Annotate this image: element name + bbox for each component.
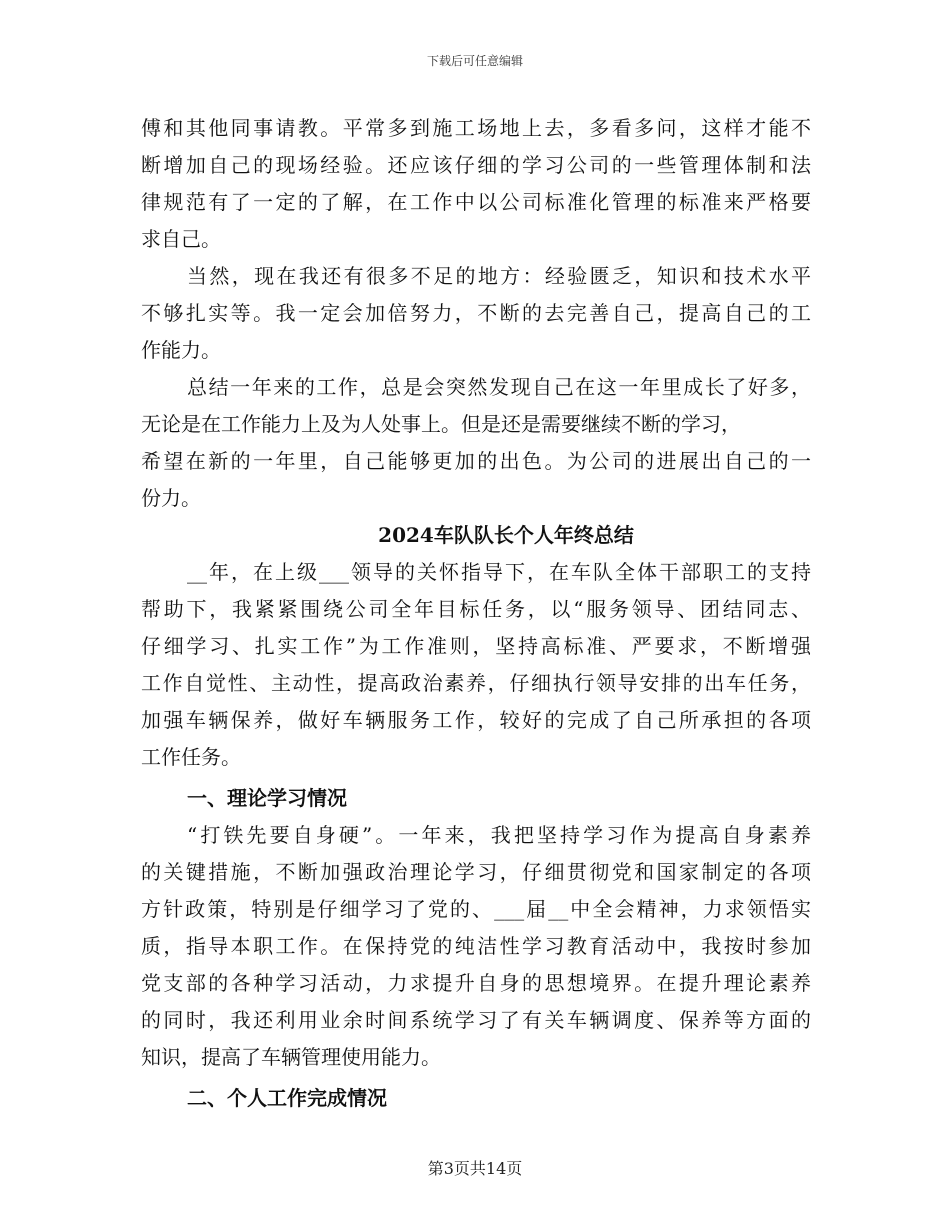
text-line: “打铁先要自身硬”。一年来，我把坚持学习作为提高自身素养: [187, 823, 811, 847]
text-line: 不够扎实等。我一定会加倍努力，不断的去完善自己，提高自己的工: [141, 301, 811, 325]
paragraph-theory-study: [141, 817, 811, 1076]
text-line: __年，在上级___领导的关怀指导下，在车队全体干部职工的支持: [187, 560, 811, 584]
text-line: 希望在新的一年里，自己能够更加的出色。为公司的进展出自己的一: [141, 449, 811, 473]
text-line: 的关键措施，不断加强政治理论学习，仔细贯彻党和国家制定的各项: [141, 860, 811, 884]
text-line: 无论是在工作能力上及为人处事上。但是还是需要继续不断的学习，: [141, 412, 741, 436]
text-line: 总结一年来的工作，总是会突然发现自己在这一年里成长了好多，: [187, 375, 811, 399]
text-line: 加强车辆保养，做好车辆服务工作，较好的完成了自己所承担的各项: [141, 708, 811, 732]
text-line: 作能力。: [141, 338, 221, 362]
text-line: 的同时，我还利用业余时间系统学习了有关车辆调度、保养等方面的: [141, 1008, 811, 1032]
paragraph-intro: [141, 110, 811, 258]
text-line: 质，指导本职工作。在保持党的纯洁性学习教育活动中，我按时参加: [141, 934, 811, 958]
page-header: 下载后可任意编辑: [426, 54, 523, 68]
text-line: 份力。: [141, 486, 201, 510]
text-line: 帮助下，我紧紧围绕公司全年目标任务，以“服务领导、团结同志、: [141, 597, 811, 621]
text-line: 工作自觉性、主动性，提高政治素养，仔细执行领导安排的出车任务，: [141, 671, 811, 695]
text-line: 求自己。: [141, 227, 221, 251]
text-line: 工作任务。: [141, 745, 241, 769]
text-line: 傅和其他同事请教。平常多到施工场地上去，多看多问，这样才能不: [141, 116, 811, 140]
paragraph-shortcomings: [141, 258, 811, 369]
document-body: [141, 110, 811, 1117]
page-footer: 第3页共14页: [427, 1159, 523, 1178]
paragraph-summary: [141, 369, 811, 517]
paragraph-overview: [141, 554, 811, 776]
section-heading-work: 二、个人工作完成情况: [187, 1086, 387, 1110]
text-line: 断增加自己的现场经验。还应该仔细的学习公司的一些管理体制和法: [141, 153, 811, 177]
text-line: 知识，提高了车辆管理使用能力。: [141, 1045, 441, 1069]
text-line: 党支部的各种学习活动，力求提升自身的思想境界。在提升理论素养: [141, 971, 811, 995]
text-line: 方针政策，特别是仔细学习了党的、___届__中全会精神，力求领悟实: [141, 897, 811, 921]
text-line: 律规范有了一定的了解，在工作中以公司标准化管理的标准来严格要: [141, 190, 811, 214]
document-title: 2024车队队长个人年终总结: [378, 523, 634, 547]
text-line: 当然，现在我还有很多不足的地方：经验匮乏，知识和技术水平: [187, 264, 811, 288]
section-heading-theory: 一、理论学习情况: [187, 786, 347, 810]
text-line: 仔细学习、扎实工作”为工作准则，坚持高标准、严要求，不断增强: [141, 634, 811, 658]
